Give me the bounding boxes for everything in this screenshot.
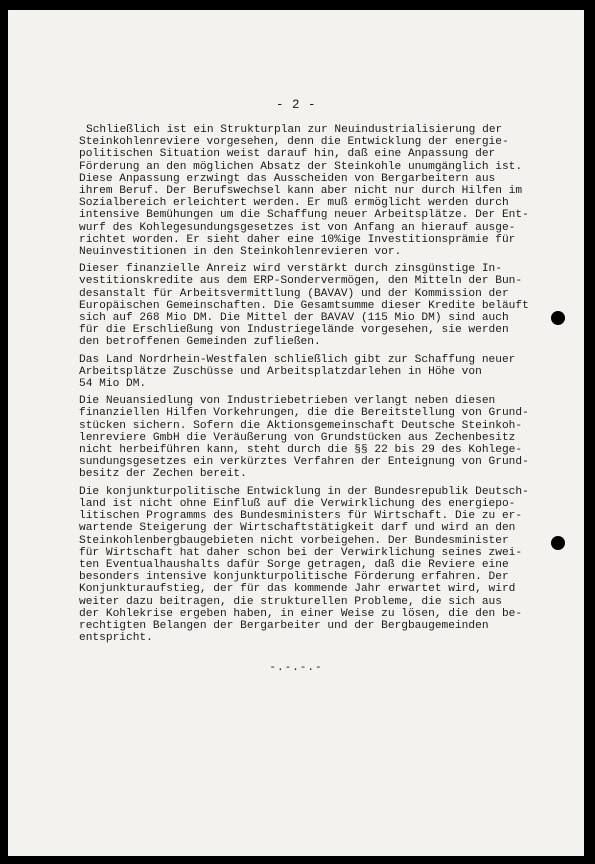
text-line: Schließlich ist ein Strukturplan zur Neuindustrialisierung der <box>86 124 503 136</box>
text-line: für Wirtschaft hat daher schon bei der Verwirklichung seines zwei- <box>79 546 523 559</box>
text-line: land ist nicht ohne Einfluß auf die Verwirklichung des energiepo- <box>79 497 516 510</box>
page-number: - 2 - <box>275 98 316 112</box>
text-line: Diese Anpassung erzwingt das Ausscheiden von Bergarbeitern aus <box>79 172 496 185</box>
punch-hole-upper <box>551 311 565 325</box>
text-line: sundungsgesetzes ein verkürztes Verfahren der Enteignung von Grund- <box>79 456 529 469</box>
text-line: besitz der Zechen bereit. <box>79 468 247 481</box>
text-line: sich auf 268 Mio DM. Die Mittel der BAVAV (115 Mio DM) sind auch <box>79 312 509 325</box>
text-line: richtet worden. Er sieht daher eine 10%ige Investitionsprämie für <box>79 233 516 246</box>
text-line: wurf des Kohlegesundungsgesetzes ist von Anfang an hierauf ausge- <box>79 221 516 234</box>
text-line: desanstalt für Arbeitsvermittlung (BAVAV) und der Kommission der <box>79 287 509 300</box>
text-line: wartende Steigerung der Wirtschaftstätigkeit darf und wird an den <box>79 522 516 535</box>
paragraph <box>79 486 579 645</box>
document-body <box>79 124 579 649</box>
paragraph <box>79 263 579 348</box>
text-line: Arbeitsplätze Zuschüsse und Arbeitsplatzdarlehen in Höhe von <box>79 365 482 378</box>
text-line: Dieser finanzielle Anreiz wird verstärkt durch zinsgünstige In- <box>79 263 502 276</box>
end-mark: -.-.-.- <box>269 662 323 674</box>
text-line: den betroffenen Gemeinden zufließen. <box>79 336 321 349</box>
punch-hole-lower <box>551 536 565 550</box>
text-line: Neuinvestitionen in den Steinkohlenrevieren vor. <box>79 246 402 259</box>
text-line: Steinkohlenreviere vorgesehen, denn die Entwicklung der energie- <box>79 136 509 149</box>
text-line: ten Eventualhaushalts dafür Sorge getragen, daß die Reviere eine <box>79 558 509 571</box>
text-line: für die Erschließung von Industriegelände vorgesehen, sie werden <box>79 324 509 337</box>
text-line: nicht herbeiführen kann, steht durch die §§ 22 bis 29 des Kohlege- <box>79 444 523 457</box>
text-line: 54 Mio DM. <box>79 378 147 391</box>
text-line: der Kohlekrise ergeben haben, in einer Weise zu lösen, die den be- <box>79 607 523 620</box>
text-line: Konjunkturaufstieg, der für das kommende Jahr erwartet wird, wird <box>79 583 516 596</box>
text-line: intensive Bemühungen um die Schaffung neuer Arbeitsplätze. Der Ent- <box>79 209 529 222</box>
text-line: weiter dazu beitragen, die strukturellen Probleme, die sich aus <box>79 595 502 608</box>
text-line: Europäischen Gemeinschaften. Die Gesamtsumme dieser Kredite beläuft <box>79 299 529 312</box>
text-line: Das Land Nordrhein-Westfalen schließlich gibt zur Schaffung neuer <box>79 353 516 366</box>
text-line: Förderung an den möglichen Absatz der Steinkohle unumgänglich ist. <box>79 160 523 173</box>
text-line: Steinkohlenbergbaugebieten nicht vorbeigehen. Der Bundesminister <box>79 534 509 547</box>
text-line: vestitionskredite aus dem ERP-Sondervermögen, den Mitteln der Bun- <box>79 275 523 288</box>
paragraph <box>79 395 579 480</box>
paragraph <box>79 354 579 391</box>
text-line: stücken sichern. Sofern die Aktionsgemeinschaft Deutsche Steinkoh- <box>79 419 523 432</box>
text-line: litischen Programms des Bundesministers für Wirtschaft. Die zu er- <box>79 510 523 523</box>
text-line: Die Neuansiedlung von Industriebetrieben verlangt neben diesen <box>79 395 496 408</box>
text-line: finanziellen Hilfen Vorkehrungen, die die Bereitstellung von Grund- <box>79 407 529 420</box>
paragraph <box>79 124 579 258</box>
text-line: Sozialbereich erleichtert werden. Er muß ermöglicht werden durch <box>79 197 509 210</box>
text-line: politischen Situation weist darauf hin, daß eine Anpassung der <box>79 148 496 161</box>
text-line: rechtigten Belangen der Bergarbeiter und der Bergbaugemeinden <box>79 619 489 632</box>
text-line: lenreviere GmbH die Veräußerung von Grundstücken aus Zechenbesitz <box>79 431 516 444</box>
text-line: Die konjunkturpolitische Entwicklung in der Bundesrepublik Deutsch- <box>79 485 529 498</box>
text-line: ihrem Beruf. Der Berufswechsel kann aber nicht nur durch Hilfen im <box>79 185 523 198</box>
text-line: entspricht. <box>79 632 153 645</box>
document-page <box>8 10 584 856</box>
text-line: besonders intensive konjunkturpolitische Förderung erfahren. Der <box>79 571 509 584</box>
